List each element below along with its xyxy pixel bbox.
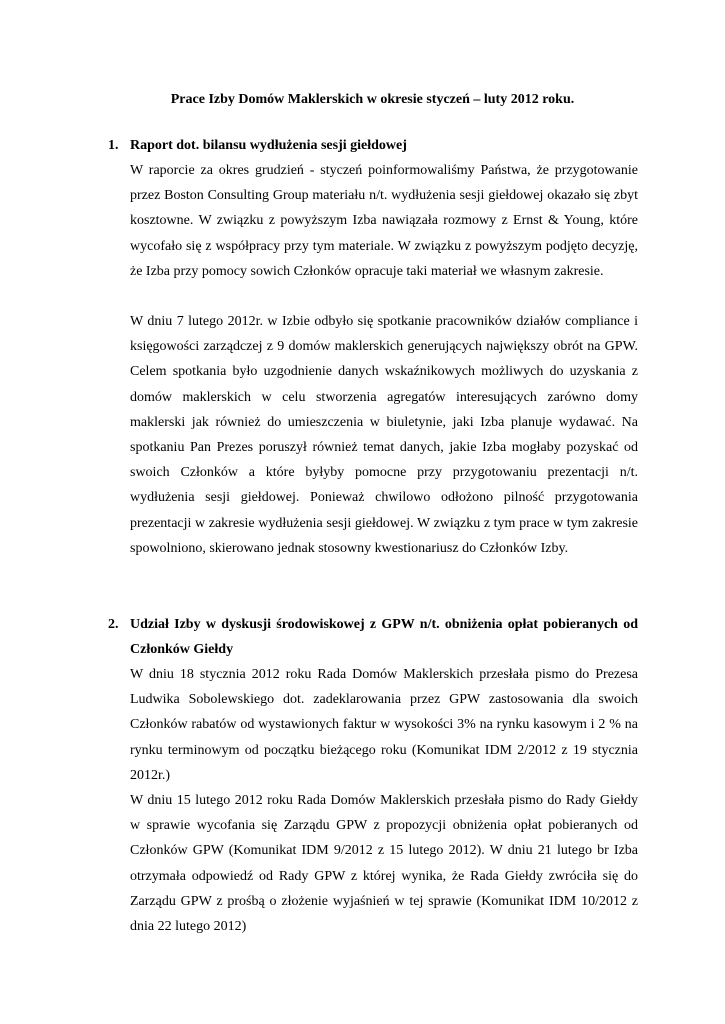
section-number: 1. bbox=[108, 138, 119, 153]
section-2-paragraph-1: W dniu 18 stycznia 2012 roku Rada Domów Maklerskich przesłała pismo do Prezesa Ludwika Sobolewskiego dot. zadeklarowania przez GPW zastosowania dla swoich Członków rabatów od wystawionych faktur w wysokości 3% na rynku kasowym i 2 % na rynku terminowym od początku bieżącego roku (Komunikat IDM 2/2012 z 19 stycznia 2012r.) bbox=[130, 667, 638, 783]
section-1-paragraph-1: W raporcie za okres grudzień - styczeń poinformowaliśmy Państwa, że przygotowanie przez Boston Consulting Group materiału n/t. wydłużenia sesji giełdowej okazało się zbyt kosztowne. W związku z powyższym Izba nawiązała rozmowy z Ernst & Young, które wycofało się z współpracy przy tym materiale. W związku z powyższym podjęto decyzję, że Izba przy pomocy sowich Członków opracuje taki materiał we własnym zakresie. bbox=[130, 163, 638, 279]
section-1-paragraph-2: W dniu 7 lutego 2012r. w Izbie odbyło się spotkanie pracowników działów compliance i księgowości zarządczej z 9 domów maklerskich generujących największy obrót na GPW. Celem spotkania było uzgodnienie danych wskaźnikowych możliwych do uzyskania z domów maklerskich w celu stworzenia agregatów interesujących zarówno domy maklerski jak również do umieszczenia w biuletynie, jaki Izba planuje wydawać. Na spotkaniu Pan Prezes poruszył również temat danych, jakie Izba mogłaby pozyskać od swoich Członków a które byłyby pomocne przy przygotowaniu prezentacji n/t. wydłużenia sesji giełdowej. Ponieważ chwilowo odłożono pilność przygotowania prezentacji w zakresie wydłużenia sesji giełdowej. W związku z tym prace w tym zakresie spowolniono, skierowano jednak stosowny kwestionariusz do Członków Izby. bbox=[130, 314, 638, 556]
section-heading: Udział Izby w dyskusji środowiskowej z GPW n/t. obniżenia opłat pobieranych od Członków Giełdy bbox=[130, 617, 638, 657]
document-title: Prace Izby Domów Maklerskich w okresie styczeń – luty 2012 roku. bbox=[170, 92, 575, 107]
section-number: 2. bbox=[108, 617, 119, 632]
section-2-paragraph-2: W dniu 15 lutego 2012 roku Rada Domów Maklerskich przesłała pismo do Rady Giełdy w sprawie wycofania się Zarządu GPW z propozycji obniżenia opłat pobieranych od Członków GPW (Komunikat IDM 9/2012 z 15 lutego 2012). W dniu 21 lutego br Izba otrzymała odpowiedź od Rady GPW z której wynika, że Rada Giełdy zwróciła się do Zarządu GPW z prośbą o złożenie wyjaśnień w tej sprawie (Komunikat IDM 10/2012 z dnia 22 lutego 2012) bbox=[130, 793, 638, 935]
section-heading: Raport dot. bilansu wydłużenia sesji giełdowej bbox=[130, 138, 407, 153]
